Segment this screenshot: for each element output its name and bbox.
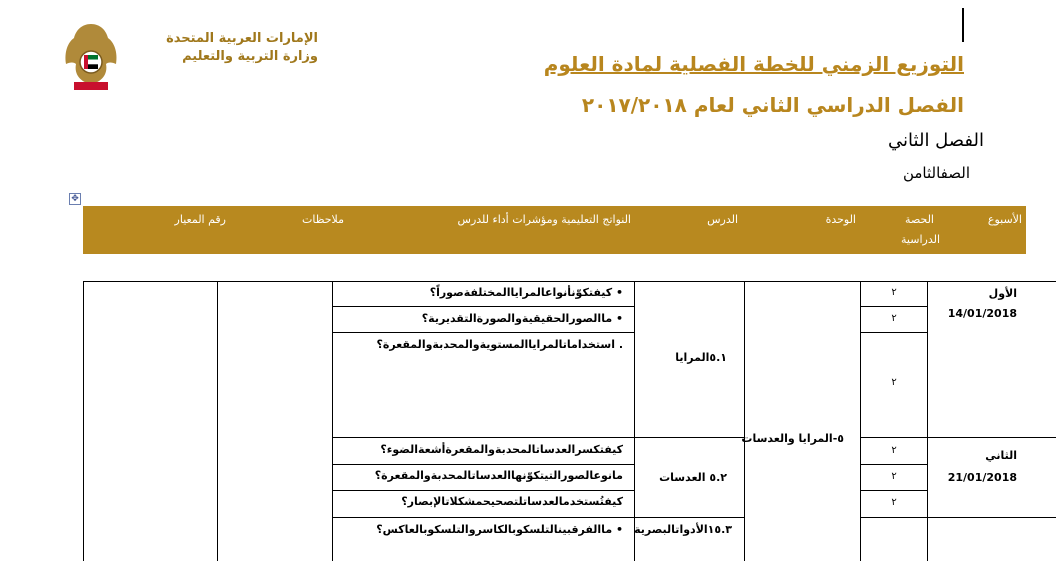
period-value: ٢	[891, 313, 897, 324]
header-notes: ملاحظات	[302, 213, 344, 226]
period-value: ٢	[891, 377, 897, 388]
col-line	[860, 281, 861, 561]
header-period-2: الدراسية	[901, 233, 940, 246]
outcome-item: كيفتكسرالعدساتالمحدبةوالمقعرةأشعةالضوء؟	[380, 443, 623, 456]
page-subtitle: الفصل الدراسي الثاني لعام ٢٠١٧/٢٠١٨	[581, 93, 964, 117]
week-1-date: 14/01/2018	[947, 307, 1017, 320]
week-2-label: الثاني	[985, 449, 1017, 462]
page-title: التوزيع الزمني للخطة الفصلية لمادة العلوم	[543, 52, 964, 76]
row-line	[332, 490, 635, 491]
lesson-mirrors: ٥.١المرايا	[675, 351, 727, 364]
row-line	[860, 437, 928, 438]
outcome-item: • كيفتكوّنأنواعالمراياالمختلفةصوراً؟	[429, 286, 623, 299]
term-label: الفصل الثاني	[888, 130, 984, 151]
row-line	[634, 437, 745, 438]
outcome-item: • ماالفرقبينالتلسكوبالكاسروالتلسكوبالعاكس؟	[376, 523, 623, 536]
outcome-item: . استخداماتالمراياالمستويةوالمحدبةوالمقعرة؟	[376, 338, 623, 351]
table-move-handle-icon[interactable]: ✥	[69, 193, 81, 205]
grade-label: الصفالثامن	[902, 164, 970, 182]
col-line	[217, 281, 218, 561]
period-value: ٢	[891, 497, 897, 508]
row-line	[860, 306, 928, 307]
header-week: الأسبوع	[987, 213, 1022, 226]
row-line	[332, 517, 635, 518]
table-border-left	[83, 281, 84, 561]
row-line	[927, 517, 1056, 518]
period-value: ٢	[891, 287, 897, 298]
col-line	[744, 281, 745, 561]
outcome-item: مانوعالصورالتيتكوّنهاالعدساتالمحدبةوالمقعرة؟	[374, 469, 623, 482]
table-border-top	[83, 281, 1056, 282]
unit-name: ٥-المرايا والعدسات	[741, 432, 844, 445]
row-line	[860, 517, 928, 518]
week-2-date: 21/01/2018	[947, 471, 1017, 484]
row-line	[634, 517, 745, 518]
ministry-name	[110, 30, 318, 66]
plan-table	[83, 281, 1056, 561]
row-line	[860, 490, 928, 491]
col-line	[927, 281, 928, 561]
ministry-line-2: وزارة التربية والتعليم	[182, 49, 318, 64]
row-line	[332, 332, 635, 333]
period-value: ٢	[891, 445, 897, 456]
col-line	[634, 281, 635, 561]
text-cursor	[962, 8, 964, 42]
col-line	[332, 281, 333, 561]
lesson-lenses: ٥.٢ العدسات	[659, 471, 727, 484]
header-period: الحصة	[905, 213, 934, 226]
table-header	[83, 206, 1026, 254]
period-value: ٢	[891, 471, 897, 482]
row-line	[927, 437, 1056, 438]
outcome-item: كيفتُستخدمالعدساتلتصحيحمشكلاتالإبصار؟	[401, 495, 623, 508]
row-line	[860, 332, 928, 333]
ministry-line-1: الإمارات العربية المتحدة	[166, 31, 318, 46]
row-line	[332, 464, 635, 465]
week-1-label: الأول	[988, 287, 1017, 300]
header-unit: الوحدة	[825, 213, 856, 226]
lesson-optical-tools: ١٥.٣الأدواتالبصرية	[634, 523, 732, 536]
row-line	[860, 464, 928, 465]
outcome-item: • ماالصورالحقيقيةوالصورةالتقديرية؟	[421, 312, 623, 325]
header-outcomes: النواتج التعليمية ومؤشرات أداء للدرس	[457, 213, 631, 226]
row-line	[332, 306, 635, 307]
header-standard: رقم المعيار	[174, 213, 226, 226]
header-lesson: الدرس	[707, 213, 738, 226]
row-line	[332, 437, 635, 438]
